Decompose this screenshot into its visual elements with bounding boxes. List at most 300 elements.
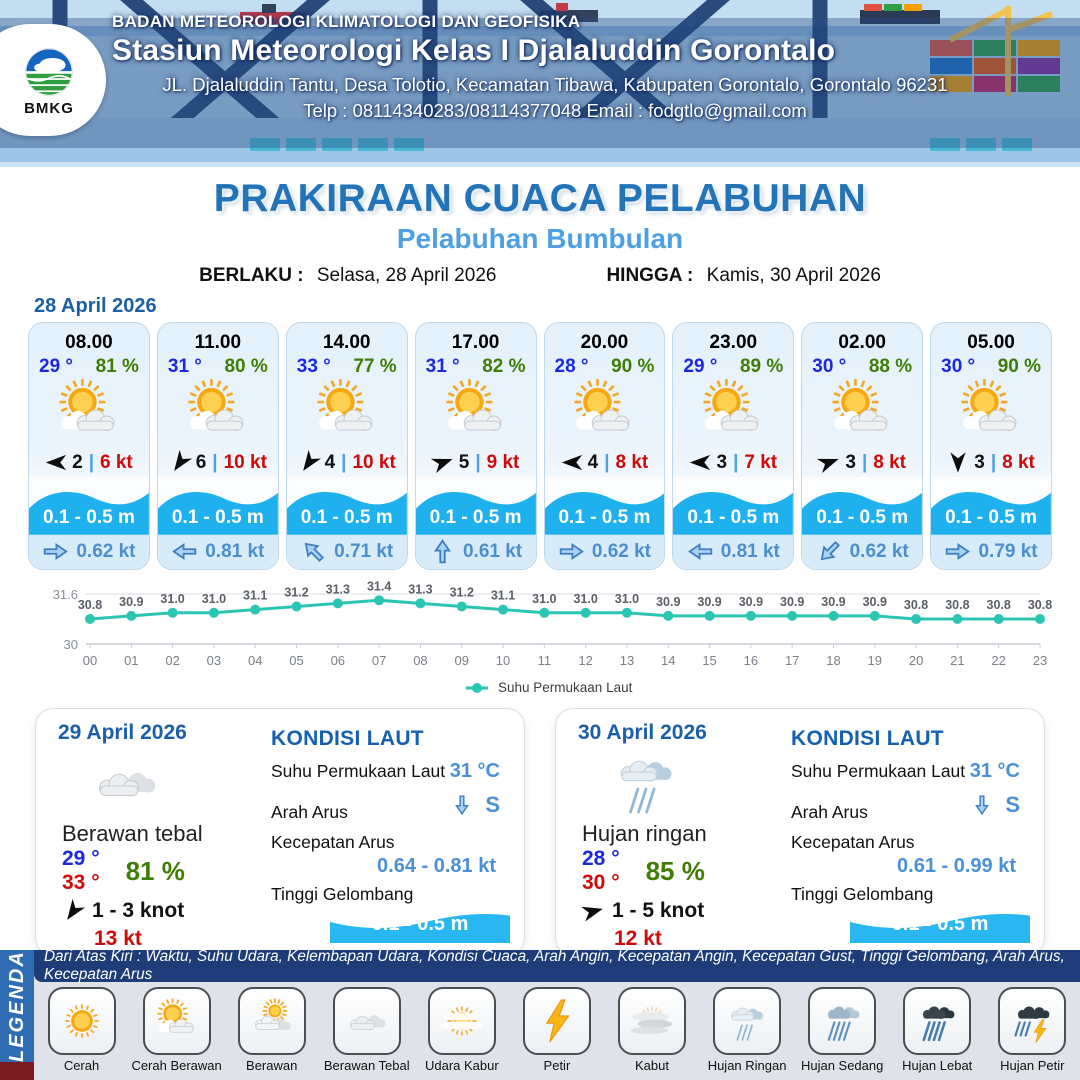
svg-text:30.8: 30.8 xyxy=(945,598,970,612)
current-speed: 0.81 kt xyxy=(720,540,780,562)
current-direction-row xyxy=(271,792,510,823)
forecast-date: 28 April 2026 xyxy=(34,295,157,317)
legend-item xyxy=(796,987,889,1073)
legend-item-label: Petir xyxy=(543,1058,571,1073)
wind-speed: 3 xyxy=(974,451,985,473)
forecast-time: 20.00 xyxy=(580,332,629,353)
wave-height: 0.1 - 0.5 m xyxy=(171,506,264,528)
current-speed: 0.62 kt xyxy=(591,540,652,562)
wave-height-label: Tinggi Gelombang xyxy=(791,884,934,904)
humidity: 88 % xyxy=(868,356,913,377)
svg-text:14: 14 xyxy=(661,653,676,668)
station-contact: Telp : 08114340283/08114377048 Email : fodgtlo@gmail.com xyxy=(303,100,807,121)
wind-gust: 8 kt xyxy=(1002,451,1035,473)
legend-item-label: Cerah Berawan xyxy=(131,1058,222,1073)
daily-summaries xyxy=(35,708,1045,956)
weather-icon xyxy=(238,987,306,1055)
air-temperature: 29 ° xyxy=(39,356,74,377)
air-temperature: 31 ° xyxy=(167,356,202,377)
wind-row xyxy=(158,449,278,477)
svg-text:19: 19 xyxy=(867,653,883,668)
svg-text:31.6: 31.6 xyxy=(52,587,78,602)
weather-icon xyxy=(333,987,401,1055)
wind-row xyxy=(673,449,793,477)
svg-text:04: 04 xyxy=(247,653,263,668)
wind-direction-icon xyxy=(580,900,606,922)
temp-min-max xyxy=(62,847,100,895)
header-separator xyxy=(0,162,1080,167)
svg-text:06: 06 xyxy=(330,653,346,668)
svg-text:15: 15 xyxy=(702,653,717,668)
forecast-card xyxy=(286,322,408,570)
weather-icon xyxy=(50,745,257,819)
weather-icon xyxy=(570,745,777,819)
svg-text:30.9: 30.9 xyxy=(697,594,722,609)
wind-direction-icon xyxy=(561,454,583,471)
validity-row xyxy=(0,265,1080,287)
sst-row xyxy=(271,760,510,783)
svg-text:09: 09 xyxy=(454,653,469,668)
weather-icon xyxy=(29,378,149,449)
current-direction-icon xyxy=(813,536,846,569)
legend-item-label: Hujan Sedang xyxy=(800,1058,884,1073)
wave-height-band xyxy=(931,477,1051,535)
wave-height-band xyxy=(287,477,407,535)
current-direction-row xyxy=(791,792,1030,823)
current-speed: 0.79 kt xyxy=(978,540,1038,562)
legend-item xyxy=(415,987,508,1073)
bmkg-logo-label: BMKG xyxy=(24,99,74,117)
forecast-time: 02.00 xyxy=(838,332,886,353)
current-direction-value xyxy=(971,792,1030,818)
legend-item xyxy=(891,987,984,1073)
svg-text:10: 10 xyxy=(495,653,511,668)
sst-label: Suhu Permukaan Laut xyxy=(791,761,966,781)
forecast-card xyxy=(28,322,150,570)
weather-icon xyxy=(143,987,211,1055)
wind-separator: | xyxy=(861,451,868,473)
wave-height: 0.1 - 0.5 m xyxy=(816,506,909,528)
svg-text:08: 08 xyxy=(413,653,428,668)
weather-condition: Berawan tebal xyxy=(62,821,203,846)
current-direction-icon xyxy=(297,536,330,569)
wind-speed: 6 xyxy=(195,451,207,473)
svg-text:17: 17 xyxy=(784,653,800,668)
sea-conditions-panel xyxy=(777,721,1030,943)
valid-from-value: Selasa, 28 April 2026 xyxy=(316,265,497,286)
wind-separator: | xyxy=(88,451,95,473)
temp-humidity-row xyxy=(802,354,922,378)
svg-text:00: 00 xyxy=(82,653,98,668)
current-row xyxy=(29,535,149,569)
wind-row xyxy=(802,449,922,477)
legend-item-label: Berawan Tebal xyxy=(323,1058,410,1073)
wind-direction-icon xyxy=(45,454,67,471)
humidity: 81 % xyxy=(95,356,139,377)
wind-row xyxy=(545,449,665,477)
wave-height: 0.1 - 0.5 m xyxy=(42,506,135,528)
wave-height-value: 0.1 - 0.5 m xyxy=(891,913,989,935)
daily-summary-card xyxy=(555,708,1045,956)
weather-icon xyxy=(428,987,496,1055)
wind-row xyxy=(416,449,536,477)
forecast-time: 14.00 xyxy=(322,332,371,353)
weather-icon xyxy=(808,987,876,1055)
current-direction-icon xyxy=(969,794,995,816)
temp-humidity-block xyxy=(582,847,777,895)
forecast-card xyxy=(157,322,279,570)
svg-text:30.8: 30.8 xyxy=(903,598,929,612)
summary-weather-panel xyxy=(50,721,257,950)
wind-row xyxy=(62,899,257,923)
current-speed: 0.61 kt xyxy=(462,540,523,562)
svg-text:30.8: 30.8 xyxy=(77,598,103,612)
current-row xyxy=(673,535,793,569)
svg-text:30.9: 30.9 xyxy=(119,594,144,609)
current-direction-icon xyxy=(449,794,475,816)
svg-text:23: 23 xyxy=(1032,653,1048,668)
forecast-card xyxy=(415,322,537,570)
svg-text:07: 07 xyxy=(371,653,387,668)
wave-height: 0.1 - 0.5 m xyxy=(300,506,393,528)
svg-text:31.0: 31.0 xyxy=(201,591,227,606)
svg-text:02: 02 xyxy=(165,653,180,668)
svg-text:30.9: 30.9 xyxy=(656,594,681,609)
svg-text:30: 30 xyxy=(63,637,78,652)
wind-separator: | xyxy=(475,451,481,473)
forecast-time: 05.00 xyxy=(967,332,1015,353)
svg-text:30.9: 30.9 xyxy=(738,594,764,609)
forecast-card xyxy=(930,322,1052,570)
page-title: PRAKIRAAN CUACA PELABUHAN xyxy=(213,177,867,220)
wave-height-graphic xyxy=(330,907,510,943)
bmkg-logo-icon xyxy=(21,44,77,100)
current-speed-row xyxy=(271,823,510,878)
current-direction-letter: S xyxy=(485,792,500,817)
temp-humidity-block xyxy=(62,847,257,895)
summary-date: 30 April 2026 xyxy=(578,721,707,744)
svg-text:31.0: 31.0 xyxy=(160,591,185,606)
svg-text:31.1: 31.1 xyxy=(243,588,268,603)
valid-to xyxy=(606,265,880,287)
svg-text:31.2: 31.2 xyxy=(449,585,474,600)
current-speed-label: Kecepatan Arus xyxy=(791,832,915,852)
current-row xyxy=(802,535,922,569)
forecast-time: 23.00 xyxy=(709,332,758,353)
svg-text:31.0: 31.0 xyxy=(532,591,557,606)
forecast-card xyxy=(544,322,666,570)
current-speed-label-row xyxy=(271,832,510,853)
legend-items xyxy=(34,982,1080,1080)
current-speed-label-row xyxy=(791,832,1030,853)
humidity: 80 % xyxy=(224,356,268,377)
current-speed: 0.71 kt xyxy=(334,540,394,562)
wave-height: 0.1 - 0.5 m xyxy=(945,506,1037,528)
svg-text:Suhu Permukaan Laut: Suhu Permukaan Laut xyxy=(498,680,633,695)
wave-height: 0.1 - 0.5 m xyxy=(687,506,780,528)
legend-item-label: Kabut xyxy=(635,1058,669,1073)
weather-icon xyxy=(48,987,116,1055)
wave-height: 0.1 - 0.5 m xyxy=(558,506,651,528)
wind-direction-icon xyxy=(689,454,711,471)
air-temperature: 28 ° xyxy=(554,356,589,377)
header xyxy=(0,0,1080,162)
svg-text:31.2: 31.2 xyxy=(284,585,309,600)
svg-text:31.1: 31.1 xyxy=(490,588,516,603)
weather-icon xyxy=(673,378,793,449)
legend-item xyxy=(225,987,318,1073)
legend xyxy=(0,950,1080,1080)
wave-height-value: 0.1 - 0.5 m xyxy=(371,913,469,935)
legend-item xyxy=(130,987,223,1073)
svg-text:31.3: 31.3 xyxy=(408,582,433,597)
humidity: 85 % xyxy=(645,855,705,886)
air-temperature: 29 ° xyxy=(683,356,718,377)
air-temperature: 30 ° xyxy=(812,356,847,377)
current-row xyxy=(931,535,1051,569)
legend-item xyxy=(320,987,413,1073)
wind-speed: 2 xyxy=(72,451,83,473)
legend-item-label: Cerah xyxy=(63,1058,100,1073)
current-speed-row xyxy=(791,823,1030,878)
svg-text:31.3: 31.3 xyxy=(325,582,350,597)
summary-date: 29 April 2026 xyxy=(58,721,187,744)
svg-text:18: 18 xyxy=(826,653,841,668)
humidity: 81 % xyxy=(125,855,185,886)
wave-height-band xyxy=(673,477,793,535)
svg-text:03: 03 xyxy=(206,653,222,668)
legend-item-label: Udara Kabur xyxy=(424,1058,499,1073)
weather-condition: Hujan ringan xyxy=(582,821,707,846)
temp-humidity-row xyxy=(158,354,278,378)
wind-row xyxy=(582,899,777,923)
svg-text:31.0: 31.0 xyxy=(614,591,640,606)
svg-text:30.8: 30.8 xyxy=(1027,598,1053,612)
wind-gust: 6 kt xyxy=(100,451,133,473)
station-address: JL. Djalaluddin Tantu, Desa Tolotio, Kecamatan Tibawa, Kabupaten Gorontalo, Gorontalo 96231 xyxy=(162,74,948,95)
svg-text:12: 12 xyxy=(578,653,593,668)
svg-text:22: 22 xyxy=(991,653,1006,668)
humidity: 89 % xyxy=(739,356,784,377)
sst-value: 31 °C xyxy=(969,760,1020,782)
svg-text:21: 21 xyxy=(950,653,965,668)
current-row xyxy=(416,535,536,569)
wind-gust: 10 kt xyxy=(352,451,396,473)
wind-separator: | xyxy=(212,451,218,473)
wind-gust: 9 kt xyxy=(486,451,520,473)
current-direction-icon xyxy=(433,538,452,565)
legend-item xyxy=(35,987,128,1073)
current-direction-icon xyxy=(558,542,585,561)
wind-gust: 10 kt xyxy=(223,451,267,473)
temp-max: 30 ° xyxy=(582,871,620,894)
current-speed-value: 0.61 - 0.99 kt xyxy=(897,855,1016,877)
wind-range: 1 - 5 knot xyxy=(612,899,705,922)
port-name: Pelabuhan Bumbulan xyxy=(396,223,684,254)
wind-range: 1 - 3 knot xyxy=(92,899,185,922)
svg-text:31.0: 31.0 xyxy=(573,591,598,606)
wind-gust: 7 kt xyxy=(744,451,778,473)
legend-item xyxy=(606,987,699,1073)
wind-separator: | xyxy=(604,451,610,473)
wave-height-label-row xyxy=(791,884,1030,905)
svg-text:30.9: 30.9 xyxy=(780,594,805,609)
forecast-time: 17.00 xyxy=(451,332,500,353)
current-row xyxy=(545,535,665,569)
weather-icon xyxy=(998,987,1066,1055)
wave-height-band xyxy=(29,477,149,535)
summary-weather-panel xyxy=(570,721,777,950)
wave-height-band xyxy=(416,477,536,535)
current-direction-icon xyxy=(944,542,971,561)
sst-row xyxy=(791,760,1030,783)
valid-to-value: Kamis, 30 April 2026 xyxy=(706,265,881,286)
humidity: 90 % xyxy=(611,356,655,377)
temp-min-max xyxy=(582,847,620,895)
svg-text:05: 05 xyxy=(289,653,304,668)
temp-humidity-row xyxy=(673,354,793,378)
legend-strip-footer xyxy=(0,1062,34,1080)
current-direction-value xyxy=(451,792,510,818)
temp-min: 28 ° xyxy=(582,847,620,870)
current-speed-value: 0.64 - 0.81 kt xyxy=(377,855,496,877)
wave-height-band xyxy=(158,477,278,535)
sst-label: Suhu Permukaan Laut xyxy=(271,761,446,781)
svg-text:11: 11 xyxy=(537,653,552,668)
svg-text:31.4: 31.4 xyxy=(366,579,392,594)
svg-text:13: 13 xyxy=(619,653,635,668)
wind-speed: 5 xyxy=(458,451,470,473)
wind-row xyxy=(29,449,149,477)
current-direction-icon xyxy=(171,542,198,561)
hourly-forecast-cards xyxy=(28,322,1052,570)
legend-item-label: Hujan Lebat xyxy=(902,1058,973,1073)
wind-speed: 4 xyxy=(324,451,336,473)
wind-separator: | xyxy=(990,451,997,473)
air-temperature: 30 ° xyxy=(941,356,976,377)
legend-item xyxy=(986,987,1079,1073)
weather-icon xyxy=(713,987,781,1055)
weather-icon xyxy=(931,378,1051,449)
weather-icon xyxy=(802,378,922,449)
wind-separator: | xyxy=(733,451,739,473)
wind-gust: 12 kt xyxy=(614,927,662,950)
valid-from-label: BERLAKU : xyxy=(199,265,304,286)
wave-height-label-row xyxy=(271,884,510,905)
sea-conditions-title: KONDISI LAUT xyxy=(271,727,424,750)
sst-chart xyxy=(0,574,1080,702)
forecast-time: 11.00 xyxy=(194,332,242,353)
org-name: BADAN METEOROLOGI KLIMATOLOGI DAN GEOFISIKA xyxy=(112,12,581,31)
temp-humidity-row xyxy=(416,354,536,378)
current-direction-label: Arah Arus xyxy=(791,802,868,822)
wind-speed: 3 xyxy=(845,451,856,473)
weather-icon xyxy=(416,378,536,449)
svg-text:16: 16 xyxy=(743,653,759,668)
current-row xyxy=(158,535,278,569)
weather-icon xyxy=(545,378,665,449)
legend-main xyxy=(34,950,1080,1080)
wind-speed: 4 xyxy=(587,451,599,473)
svg-text:30.8: 30.8 xyxy=(986,598,1011,612)
header-text xyxy=(0,0,1080,122)
valid-to-label: HINGGA : xyxy=(606,265,694,286)
wind-direction-icon xyxy=(816,451,842,474)
wind-gust: 8 kt xyxy=(615,451,649,473)
svg-text:30.9: 30.9 xyxy=(862,594,887,609)
weather-icon xyxy=(158,378,278,449)
sea-conditions-panel xyxy=(257,721,510,943)
legend-item xyxy=(701,987,794,1073)
legend-description: Dari Atas Kiri : Waktu, Suhu Udara, Kelembapan Udara, Kondisi Cuaca, Arah Angin, Kecepatan Angin, Kecepatan Gust, Tinggi Gelombang, Arah Arus, Kecepatan Arus xyxy=(34,950,1080,982)
humidity: 82 % xyxy=(482,356,526,377)
temp-humidity-row xyxy=(545,354,665,378)
svg-text:20: 20 xyxy=(908,653,924,668)
wind-row xyxy=(931,449,1051,477)
weather-icon xyxy=(287,378,407,449)
current-row xyxy=(287,535,407,569)
legend-item-label: Berawan xyxy=(246,1058,298,1073)
sea-conditions-title: KONDISI LAUT xyxy=(791,727,944,750)
humidity: 90 % xyxy=(997,356,1041,377)
forecast-time: 08.00 xyxy=(65,332,113,353)
wave-height: 0.1 - 0.5 m xyxy=(429,506,522,528)
current-speed: 0.62 kt xyxy=(849,540,909,562)
current-direction-label: Arah Arus xyxy=(271,802,348,822)
temp-humidity-row xyxy=(931,354,1051,378)
svg-text:30.9: 30.9 xyxy=(821,594,846,609)
temp-min: 29 ° xyxy=(62,847,100,870)
wind-direction-icon xyxy=(60,897,87,925)
wind-separator: | xyxy=(341,451,347,473)
wave-height-label: Tinggi Gelombang xyxy=(271,884,414,904)
current-direction-icon xyxy=(42,542,69,561)
wind-direction-icon xyxy=(295,449,322,477)
wind-gust: 8 kt xyxy=(873,451,907,473)
valid-from xyxy=(199,265,496,287)
wave-height-band xyxy=(545,477,665,535)
daily-summary-card xyxy=(35,708,525,956)
weather-icon xyxy=(903,987,971,1055)
legend-item-label: Hujan Ringan xyxy=(707,1058,787,1073)
wind-speed: 3 xyxy=(716,451,728,473)
humidity: 77 % xyxy=(353,356,397,377)
wind-direction-icon xyxy=(429,451,455,474)
legend-title: LEGENDA xyxy=(5,950,28,1062)
wind-direction-icon xyxy=(166,449,193,477)
legend-item xyxy=(510,987,603,1073)
wind-gust: 13 kt xyxy=(94,927,142,950)
forecast-card xyxy=(801,322,923,570)
weather-icon xyxy=(618,987,686,1055)
wave-height-band xyxy=(802,477,922,535)
svg-text:01: 01 xyxy=(124,653,139,668)
sst-value: 31 °C xyxy=(449,760,500,782)
current-direction-letter: S xyxy=(1005,792,1020,817)
legend-item-label: Hujan Petir xyxy=(1000,1058,1065,1073)
temp-humidity-row xyxy=(29,354,149,378)
current-direction-icon xyxy=(687,542,714,561)
air-temperature: 31 ° xyxy=(425,356,460,377)
current-speed: 0.81 kt xyxy=(205,540,265,562)
station-name: Stasiun Meteorologi Kelas I Djalaluddin Gorontalo xyxy=(112,34,836,67)
air-temperature: 33 ° xyxy=(296,356,331,377)
wind-direction-icon xyxy=(950,452,967,474)
weather-icon xyxy=(523,987,591,1055)
forecast-card xyxy=(672,322,794,570)
legend-strip xyxy=(0,950,34,1080)
current-speed: 0.62 kt xyxy=(76,540,136,562)
